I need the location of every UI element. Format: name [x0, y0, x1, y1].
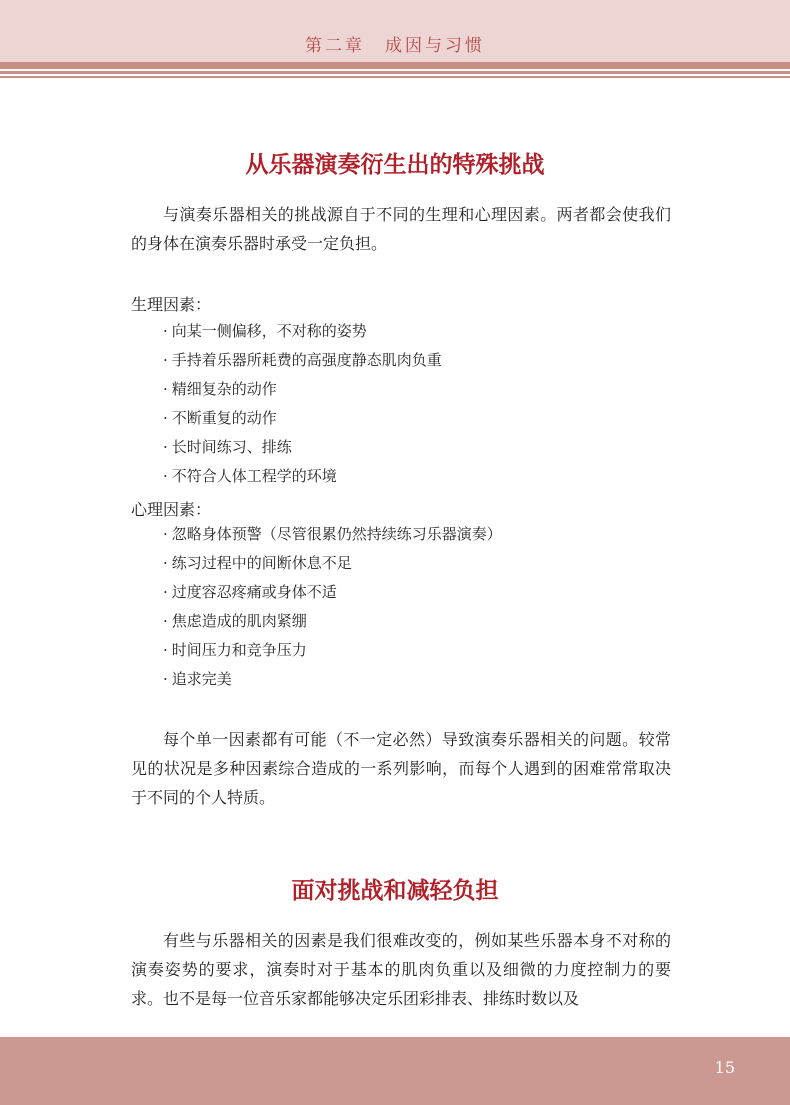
list-item: · 追求完美	[163, 665, 502, 694]
list-item: · 忽略身体预警（尽管很累仍然持续练习乐器演奏）	[163, 520, 502, 549]
list-item: · 精细复杂的动作	[163, 375, 442, 404]
body-paragraph: 有些与乐器相关的因素是我们很难改变的，例如某些乐器本身不对称的演奏姿势的要求，演奏时对于基本的肌肉负重以及细微的力度控制力的要求。也不是每一位音乐家都能够决定乐团彩排表、排练时数以及	[131, 931, 671, 1008]
list-item: · 不符合人体工程学的环境	[163, 462, 442, 491]
list-item: · 过度容忍疼痛或身体不适	[163, 578, 502, 607]
closing-paragraph: 每个单一因素都有可能（不一定必然）导致演奏乐器相关的问题。较常见的状况是多种因素综合造成的一系列影响，而每个人遇到的困难常常取决于不同的个人特质。	[131, 730, 671, 807]
section-title: 从乐器演奏衍生出的特殊挑战	[245, 151, 545, 178]
list-item: · 不断重复的动作	[163, 404, 442, 433]
list-item: · 时间压力和竞争压力	[163, 636, 502, 665]
section-title: 面对挑战和减轻负担	[291, 877, 499, 904]
psych-factors-label: 心理因素：	[131, 500, 212, 519]
physical-factors-label: 生理因素：	[131, 295, 212, 314]
list-item: · 手持着乐器所耗费的高强度静态肌肉负重	[163, 346, 442, 375]
list-item: · 练习过程中的间断休息不足	[163, 549, 502, 578]
intro-paragraph: 与演奏乐器相关的挑战源自于不同的生理和心理因素。两者都会使我们的身体在演奏乐器时承受一定负担。	[131, 205, 671, 253]
list-item: · 焦虑造成的肌肉紧绷	[163, 607, 502, 636]
page-number: 15	[714, 1058, 735, 1077]
list-item: · 向某一侧偏移，不对称的姿势	[163, 317, 442, 346]
physical-factors-list	[163, 317, 442, 491]
footer-band	[0, 1037, 790, 1105]
chapter-header: 第二章 成因与习惯	[305, 36, 485, 56]
psych-factors-list	[163, 520, 502, 694]
list-item: · 长时间练习、排练	[163, 433, 442, 462]
header-stripe	[0, 62, 790, 69]
header-stripe	[0, 76, 790, 78]
header-stripe	[0, 71, 790, 74]
